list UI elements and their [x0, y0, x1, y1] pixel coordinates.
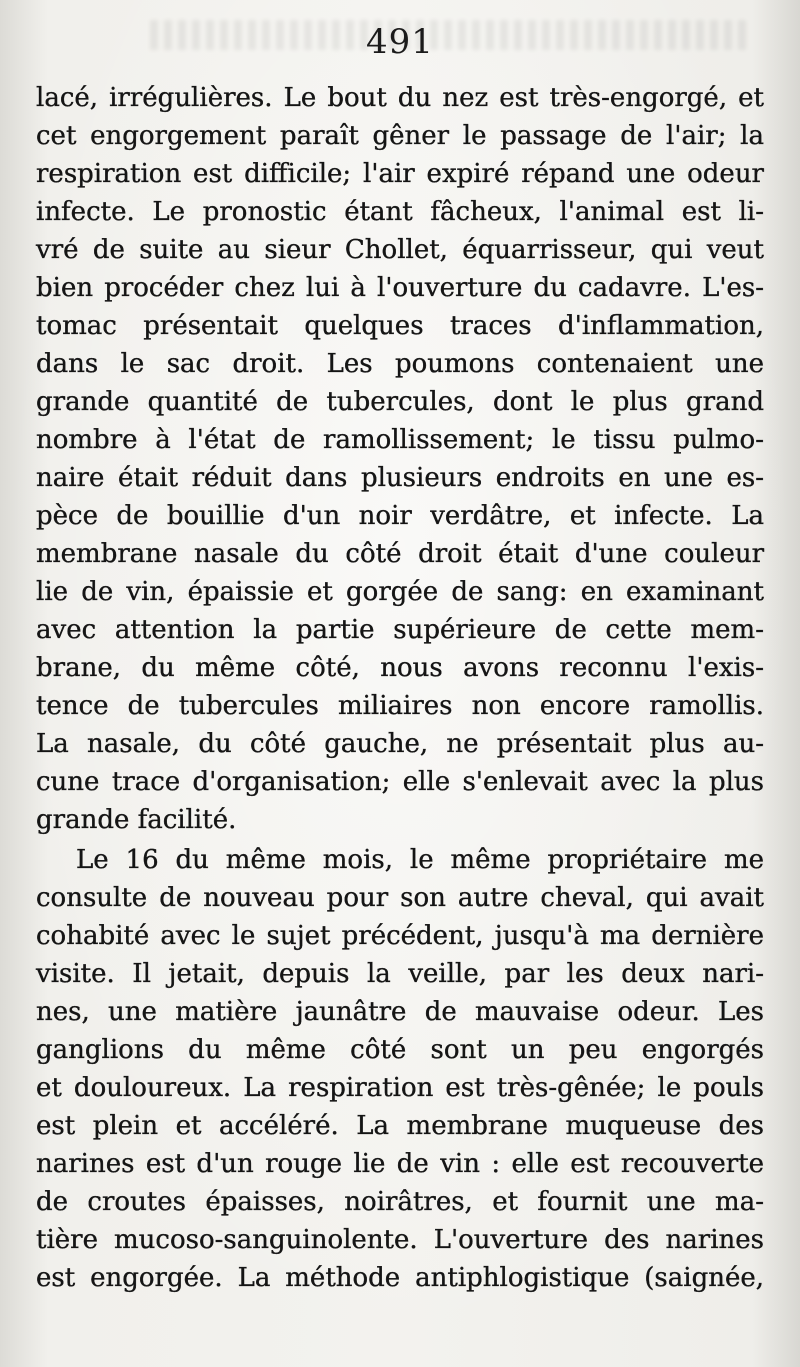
- page-number: 491: [366, 22, 434, 62]
- text-line: La nasale, du côté gauche, ne présentait plus au-: [36, 729, 764, 759]
- text-line: naire était réduit dans plusieurs endroits en une es-: [36, 463, 764, 493]
- text-line: narines est d'un rouge lie de vin : elle est recouverte: [36, 1149, 764, 1179]
- text-line: brane, du même côté, nous avons reconnu l'exis-: [36, 653, 764, 683]
- text-line: avec attention la partie supérieure de cette mem-: [36, 615, 764, 645]
- text-line: et douloureux. La respiration est très-gênée; le pouls: [36, 1073, 764, 1103]
- text-line: membrane nasale du côté droit était d'une couleur: [36, 539, 764, 569]
- text-line: vré de suite au sieur Chollet, équarrisseur, qui veut: [36, 235, 764, 265]
- text-line: de croutes épaisses, noirâtres, et fournit une ma-: [36, 1187, 764, 1217]
- text-line: lacé, irrégulières. Le bout du nez est très-engorgé, et: [36, 83, 764, 113]
- text-line: nes, une matière jaunâtre de mauvaise odeur. Les: [36, 997, 764, 1027]
- text-line: visite. Il jetait, depuis la veille, par les deux nari-: [36, 959, 764, 989]
- text-line: cune trace d'organisation; elle s'enlevait avec la plus: [36, 767, 764, 797]
- text-line: Le 16 du même mois, le même propriétaire me: [76, 845, 764, 875]
- text-line: ganglions du même côté sont un peu engorgés: [36, 1035, 764, 1065]
- text-line: pèce de bouillie d'un noir verdâtre, et infecte. La: [36, 501, 764, 531]
- text-line: grande facilité.: [36, 805, 237, 835]
- text-line: lie de vin, épaissie et gorgée de sang: en examinant: [36, 577, 764, 607]
- text-line: est engorgée. La méthode antiphlogistique (saignée,: [36, 1263, 764, 1293]
- text-line: cohabité avec le sujet précédent, jusqu'à ma dernière: [36, 921, 764, 951]
- text-line: bien procéder chez lui à l'ouverture du cadavre. L'es-: [36, 273, 764, 303]
- text-line: consulte de nouveau pour son autre cheval, qui avait: [36, 883, 764, 913]
- text-line: cet engorgement paraît gêner le passage de l'air; la: [36, 121, 764, 151]
- text-line: infecte. Le pronostic étant fâcheux, l'animal est li-: [36, 197, 764, 227]
- text-line: grande quantité de tubercules, dont le plus grand: [36, 387, 764, 417]
- text-line: respiration est difficile; l'air expiré répand une odeur: [36, 159, 764, 189]
- text-line: dans le sac droit. Les poumons contenaient une: [36, 349, 764, 379]
- text-line: nombre à l'état de ramollissement; le tissu pulmo-: [36, 425, 764, 455]
- text-line: tomac présentait quelques traces d'inflammation,: [36, 311, 764, 341]
- text-line: tence de tubercules miliaires non encore ramollis.: [36, 691, 764, 721]
- text-line: tière mucoso-sanguinolente. L'ouverture des narines: [36, 1225, 764, 1255]
- text-line: est plein et accéléré. La membrane muqueuse des: [36, 1111, 764, 1141]
